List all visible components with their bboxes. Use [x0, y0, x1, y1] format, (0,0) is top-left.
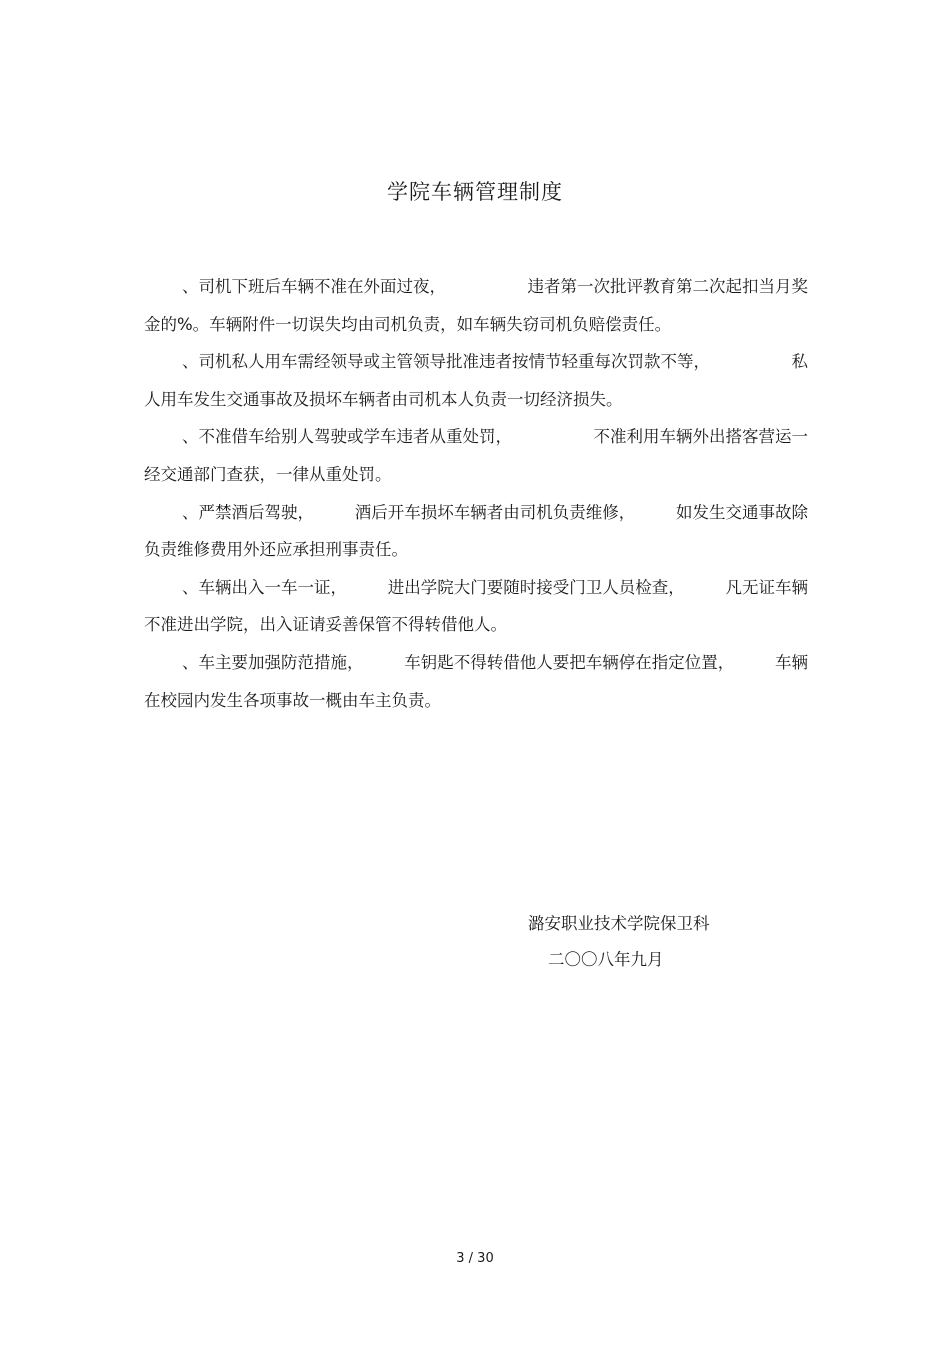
paragraph-line	[144, 456, 808, 494]
text-segment: 、严禁酒后驾驶，	[182, 502, 314, 522]
paragraph-line	[144, 644, 808, 682]
paragraph-line	[144, 682, 808, 720]
paragraph-line	[144, 268, 808, 306]
paragraph-line	[144, 381, 808, 419]
paragraph-line	[144, 343, 808, 381]
paragraph-line	[144, 569, 808, 607]
text-segment: 人用车发生交通事故及损坏车辆者由司机本人负责一切经济损失。	[144, 389, 623, 409]
text-segment: 、司机下班后车辆不准在外面过夜，	[182, 277, 446, 296]
text-segment: 经交通部门查获，一律从重处罚。	[144, 464, 392, 484]
text-segment: 负责维修费用外还应承担刑事责任。	[144, 540, 408, 560]
text-segment: 、车主要加强防范措施，	[182, 652, 364, 672]
signature-organization: 潞安职业技术学院保卫科	[528, 914, 710, 933]
paragraph-line	[144, 494, 808, 532]
paragraph-line	[144, 606, 808, 644]
paragraph-line	[144, 531, 808, 569]
text-segment: 、司机私人用车需经领导或主管领导批准违者按情节轻重每次罚款不等，	[182, 352, 710, 372]
text-segment: 酒后开车损坏车辆者由司机负责维修，	[354, 502, 636, 522]
document-title: 学院车辆管理制度	[387, 180, 563, 204]
page-number: 3 / 30	[456, 1251, 494, 1266]
text-segment: 进出学院大门要随时接受门卫人员检查，	[387, 577, 685, 597]
text-segment: 如发生交通事故除	[676, 502, 808, 522]
text-segment: 在校园内发生各项事故一概由车主负责。	[144, 690, 441, 710]
document-body	[144, 268, 808, 719]
text-segment: 、不准借车给别人驾驶或学车违者从重处罚，	[182, 427, 512, 447]
text-segment: 、车辆出入一车一证，	[182, 577, 347, 597]
text-segment: 凡无证车辆	[725, 577, 808, 597]
paragraph-line	[144, 418, 808, 456]
signature-date: 二〇〇八年九月	[548, 950, 664, 969]
text-segment: 车钥匙不得转借他人要把车辆停在指定位置，	[404, 652, 735, 672]
text-segment: 不准利用车辆外出搭客营运一	[593, 427, 808, 447]
text-segment: 私	[791, 352, 808, 372]
text-segment: 车辆	[775, 652, 808, 672]
text-segment: 违者第一次批评教育第二次起扣当月奖	[527, 277, 808, 296]
text-segment: 不准进出学院，出入证请妥善保管不得转借他人。	[144, 615, 507, 635]
paragraph-line	[144, 306, 808, 344]
text-segment: 金的%。车辆附件一切误失均由司机负责，如车辆失窃司机负赔偿责任。	[144, 314, 672, 334]
